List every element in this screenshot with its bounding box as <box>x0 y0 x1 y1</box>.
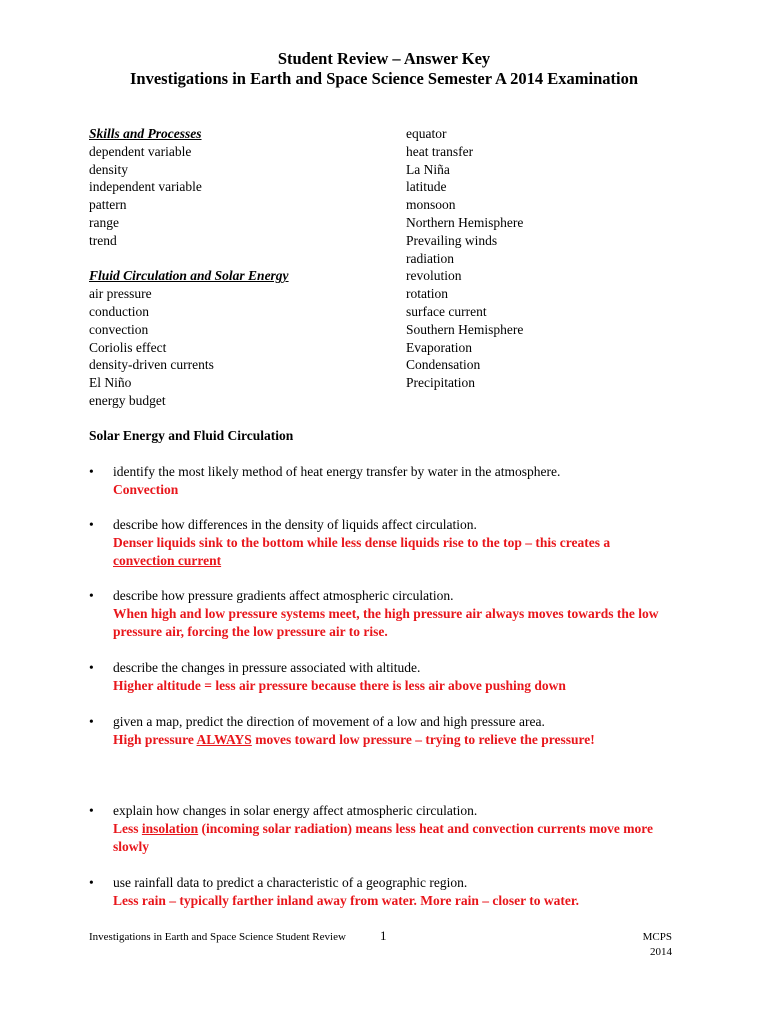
vocab-term: Condensation <box>406 357 481 373</box>
bullet-icon: • <box>89 714 94 729</box>
vocab-term: conduction <box>89 303 149 319</box>
vocab-term: density-driven currents <box>89 357 214 373</box>
vocab-term: heat transfer <box>406 143 474 159</box>
list-item <box>89 463 689 499</box>
bullet-icon: • <box>89 588 94 603</box>
bullet-prompt: describe how pressure gradients affect atmospheric circulation. <box>113 588 454 603</box>
footer-year: 2014 <box>650 946 672 958</box>
answer-underlined: insolation <box>141 821 199 836</box>
spacer <box>89 250 389 268</box>
vocab-term: Prevailing winds <box>406 232 498 248</box>
page-title: Student Review – Answer Key <box>277 49 491 68</box>
vocab-term: range <box>89 214 119 230</box>
bullet-prompt: identify the most likely method of heat energy transfer by water in the atmosphere. <box>113 464 561 479</box>
answer-text: (incoming solar radiation) means less heat and convection currents move more slowly <box>113 821 654 854</box>
bullet-answer <box>113 731 689 749</box>
vocab-term: Coriolis effect <box>89 339 167 355</box>
footer-org <box>643 930 672 960</box>
bullet-prompt: explain how changes in solar energy affect atmospheric circulation. <box>113 803 478 818</box>
vocab-term: air pressure <box>89 286 152 302</box>
vocab-term: density <box>89 161 128 177</box>
list-item <box>89 874 689 910</box>
bullet-prompt: use rainfall data to predict a characteristic of a geographic region. <box>113 875 468 890</box>
list-item <box>89 516 689 570</box>
bullet-answer <box>113 820 673 856</box>
bullet-icon: • <box>89 875 94 890</box>
answer-text: Less <box>113 821 142 836</box>
vocab-term: radiation <box>406 250 454 266</box>
vocab-term: Evaporation <box>406 339 472 355</box>
skills-heading: Skills and Processes <box>89 126 202 141</box>
list-item <box>89 587 689 641</box>
bullet-icon: • <box>89 517 94 532</box>
bullet-answer: Convection <box>113 482 179 497</box>
vocab-term: independent variable <box>89 179 202 195</box>
vocab-term: surface current <box>406 303 487 319</box>
bullet-prompt: given a map, predict the direction of movement of a low and high pressure area. <box>113 714 545 729</box>
page-subtitle: Investigations in Earth and Space Science Semester A 2014 Examination <box>129 69 638 88</box>
vocab-term: dependent variable <box>89 143 192 159</box>
bullet-icon: • <box>89 464 94 479</box>
page-number: 1 <box>380 928 387 943</box>
answer-text: High pressure <box>113 732 197 747</box>
fluid-heading: Fluid Circulation and Solar Energy <box>89 268 289 284</box>
bullet-icon: • <box>89 803 94 818</box>
list-item <box>89 659 689 695</box>
vocab-term: Precipitation <box>406 375 475 391</box>
bullet-icon: • <box>89 660 94 675</box>
section-heading: Solar Energy and Fluid Circulation <box>89 428 294 443</box>
bullet-answer: Higher altitude = less air pressure because there is less air above pushing down <box>113 678 566 693</box>
vocab-term: trend <box>89 232 117 248</box>
vocab-term: latitude <box>406 179 447 195</box>
bullet-prompt: describe how differences in the density of liquids affect circulation. <box>113 517 477 532</box>
vocab-term: convection <box>89 321 149 337</box>
vocab-left-column <box>89 125 389 410</box>
bullet-prompt: describe the changes in pressure associated with altitude. <box>113 660 421 675</box>
answer-underlined: convection current <box>113 553 222 568</box>
vocab-term: rotation <box>406 286 448 302</box>
vocab-right-column <box>406 125 706 392</box>
footer-title: Investigations in Earth and Space Science Student Review <box>89 931 346 943</box>
bullet-answer <box>113 534 689 570</box>
answer-text: Denser liquids sink to the bottom while less dense liquids rise to the top – this creates a <box>113 535 611 550</box>
vocab-term: El Niño <box>89 375 132 391</box>
vocab-term: monsoon <box>406 197 456 213</box>
bullet-answer: Less rain – typically farther inland away from water. More rain – closer to water. <box>113 893 579 908</box>
answer-underlined: ALWAYS <box>196 732 252 747</box>
vocab-term: equator <box>406 126 447 141</box>
vocab-term: Southern Hemisphere <box>406 321 524 337</box>
vocab-term: energy budget <box>89 392 166 408</box>
vocab-term: La Niña <box>406 161 450 177</box>
answer-text: moves toward low pressure – trying to relieve the pressure! <box>251 732 595 747</box>
vocab-term: revolution <box>406 268 462 284</box>
list-item <box>89 713 689 749</box>
vocab-term: pattern <box>89 197 127 213</box>
list-item <box>89 802 689 856</box>
footer-org-name: MCPS <box>642 931 672 943</box>
vocab-term: Northern Hemisphere <box>406 214 524 230</box>
bullet-answer: When high and low pressure systems meet, the high pressure air always moves towards the low pressure air, forcing the low pressure air to rise. <box>113 606 659 639</box>
